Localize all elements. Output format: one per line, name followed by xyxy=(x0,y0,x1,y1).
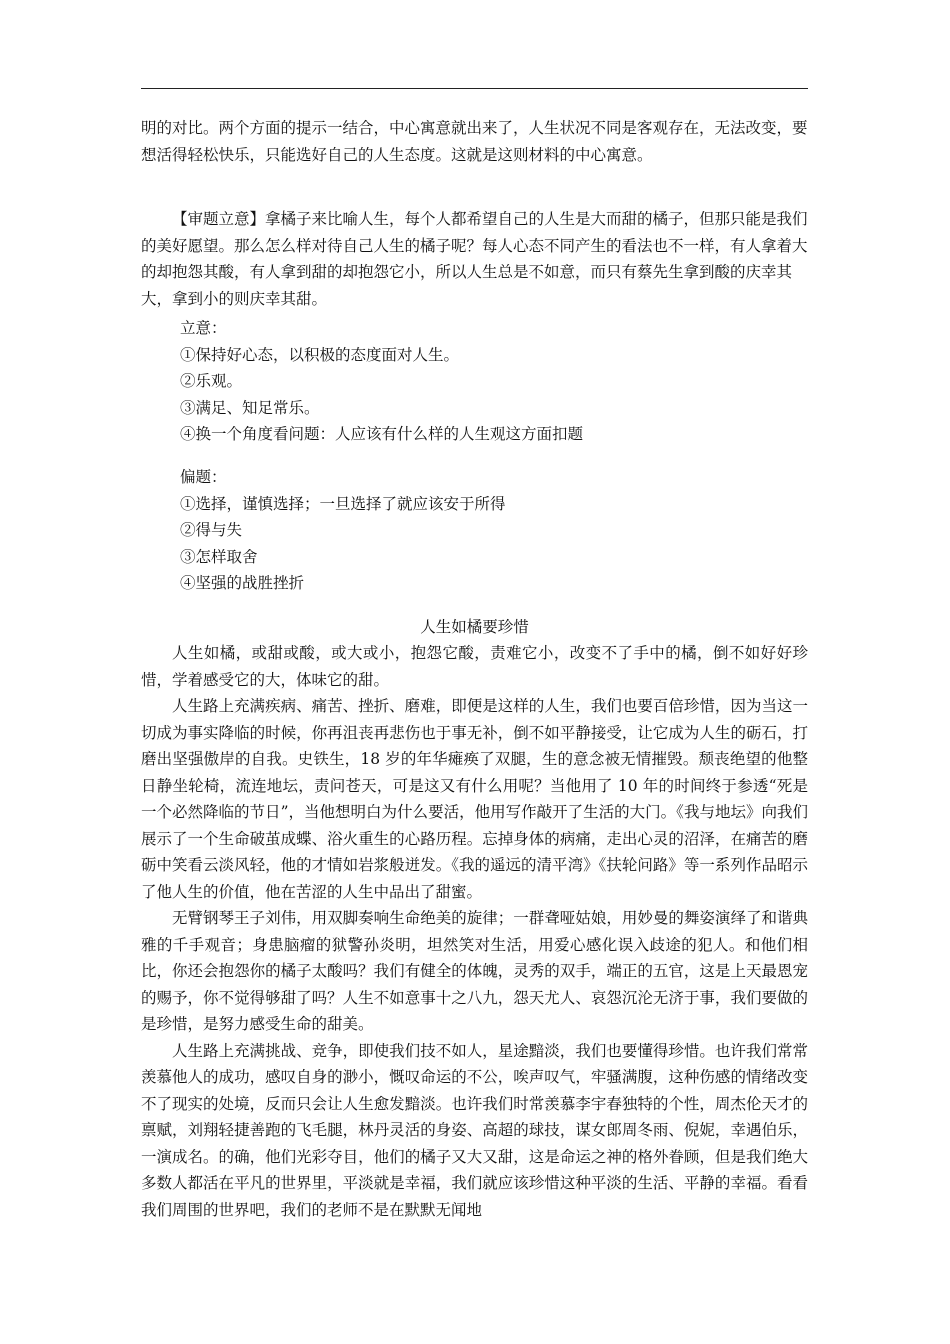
pianti-heading: 偏题： xyxy=(180,468,227,486)
liyi-item: ④换一个角度看问题：人应该有什么样的人生观这方面扣题 xyxy=(180,425,584,443)
essay-paragraph: 人生如橘，或甜或酸，或大或小，抱怨它酸，责难它小，改变不了手中的橘，倒不如好好珍惜，学着感受它的大，体味它的甜。 xyxy=(141,644,808,689)
liyi-item: ①保持好心态，以积极的态度面对人生。 xyxy=(180,345,460,364)
header-rule xyxy=(141,88,808,89)
liyi-heading: 立意： xyxy=(180,319,227,337)
essay-title: 人生如橘要珍惜 xyxy=(420,618,529,636)
pianti-item: ③怎样取舍 xyxy=(180,547,258,566)
essay-paragraph: 无臂钢琴王子刘伟，用双脚奏响生命绝美的旋律；一群聋哑姑娘，用妙曼的舞姿演绎了和谐典雅的千手观音；身患脑瘤的狱警孙炎明，坦然笑对生活，用爱心感化误入歧途的犯人。和他们相比，你还会抱怨你的橘子太酸吗？我们有健全的体魄，灵秀的双手，端正的五官，这是上天最恩宠的赐予，你不觉得够甜了吗？人生不如意事十之八九，怨天尤人、哀怨沉沦无济于事，我们要做的是珍惜，是努力感受生命的甜美。 xyxy=(141,909,808,1033)
pianti-item: ②得与失 xyxy=(180,521,243,539)
shenti-paragraph: 【审题立意】拿橘子来比喻人生，每个人都希望自己的人生是大而甜的橘子，但那只能是我们的美好愿望。那么怎么样对待自己人生的橘子呢？每人心态不同产生的看法也不一样，有人拿着大的却抱怨其酸，有人拿到甜的却抱怨它小，所以人生总是不如意，而只有蔡先生拿到酸的庆幸其大，拿到小的则庆幸其甜。 xyxy=(141,210,808,308)
pianti-section xyxy=(180,464,506,597)
essay-body xyxy=(141,640,808,1223)
shenti-section xyxy=(141,206,808,312)
liyi-item: ②乐观。 xyxy=(180,372,243,390)
liyi-section xyxy=(180,315,583,448)
intro-paragraph: 明的对比。两个方面的提示一结合，中心寓意就出来了，人生状况不同是客观存在，无法改变，要想活得轻松快乐，只能选好自己的人生态度。这就是这则材料的中心寓意。 xyxy=(141,119,808,164)
essay-paragraph: 人生路上充满挑战、竞争，即使我们技不如人，星途黯淡，我们也要懂得珍惜。也许我们常常羡慕他人的成功，感叹自身的渺小，慨叹命运的不公，唉声叹气，牢骚满腹，这种伤感的情绪改变不了现实的处境，反而只会让人生愈发黯淡。也许我们时常羡慕李宇春独特的个性，周杰伦天才的禀赋，刘翔轻捷善跑的飞毛腿，林丹灵活的身姿、高超的球技，谋女郎周冬雨、倪妮，幸遇伯乐，一演成名。的确，他们光彩夺目，他们的橘子又大又甜，这是命运之神的格外眷顾，但是我们绝大多数人都活在平凡的世界里，平淡就是幸福，我们就应该珍惜这种平淡的生活、平静的幸福。看看我们周围的世界吧，我们的老师不是在默默无闻地 xyxy=(141,1041,808,1219)
essay-paragraph: 人生路上充满疾病、痛苦、挫折、磨难，即便是这样的人生，我们也要百倍珍惜，因为当这一切成为事实降临的时候，你再沮丧再悲伤也于事无补，倒不如平静接受，让它成为人生的砺石，打磨出坚强傲岸的自我。史铁生，18 岁的年华瘫痪了双腿，生的意念被无情摧毁。颓丧绝望的他整日静坐轮椅，流连地坛，责问苍天，可是这又有什么用呢？当他用了 10 年的时间终于参透“死是一个必然降临的节日”，当他想明白为什么要活，他用写作敲开了生活的大门。《我与地坛》向我们展示了一个生命破茧成蝶、浴火重生的心路历程。忘掉身体的病痛，走出心灵的沼泽，在痛苦的磨砺中笑看云淡风轻，他的才情如岩浆般迸发。《我的遥远的清平湾》《扶轮问路》等一系列作品昭示了他人生的价值，他在苦涩的人生中品出了甜蜜。 xyxy=(141,697,808,901)
liyi-item: ③满足、知足常乐。 xyxy=(180,398,320,417)
pianti-item: ④坚强的战胜挫折 xyxy=(180,574,305,592)
pianti-item: ①选择，谨慎选择；一旦选择了就应该安于所得 xyxy=(180,494,506,513)
intro-section xyxy=(141,115,808,168)
